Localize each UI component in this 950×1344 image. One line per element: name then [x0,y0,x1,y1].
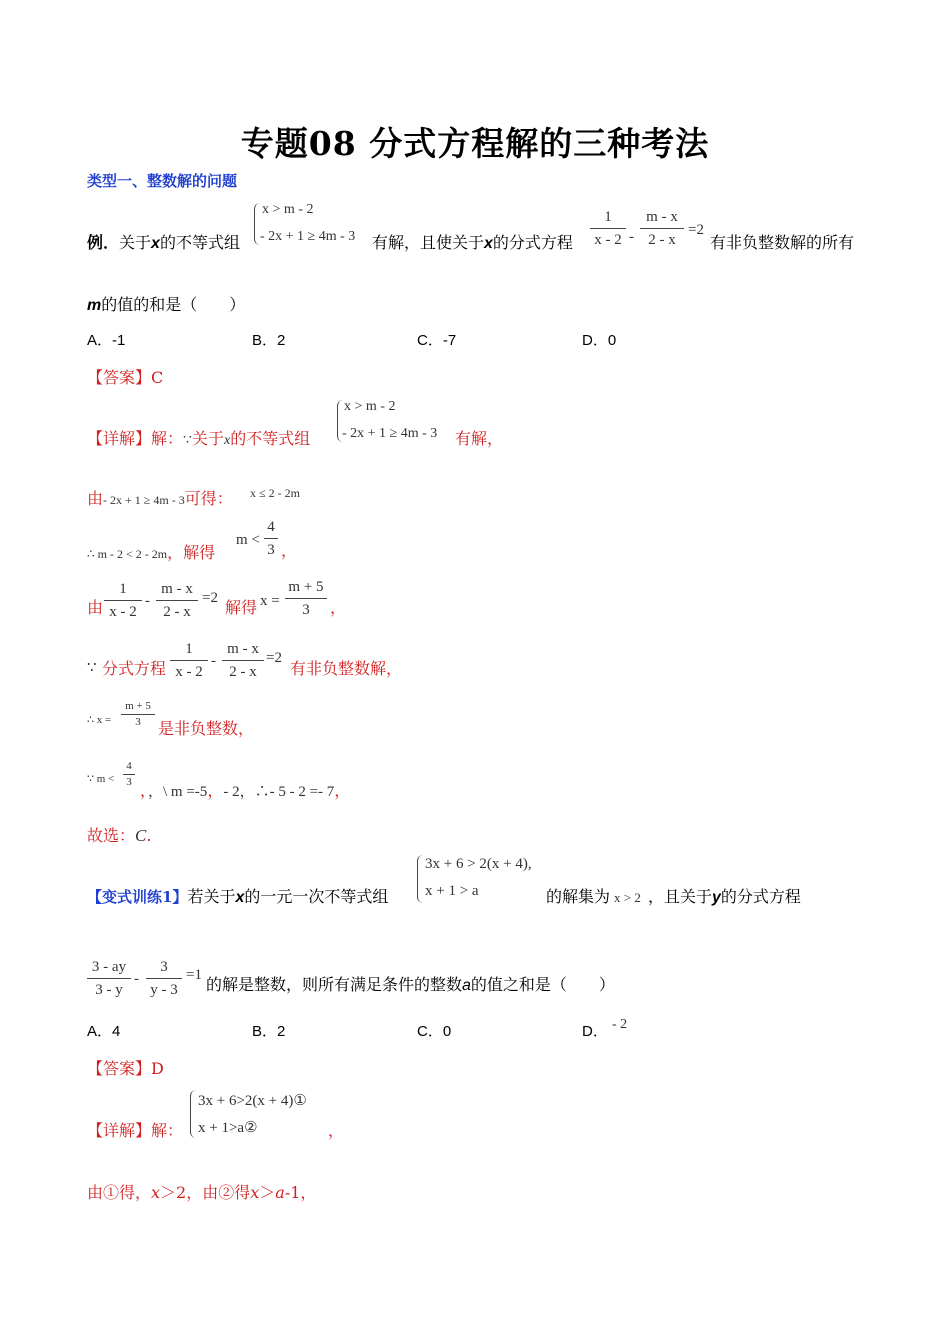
denominator: 3 - y [95,982,123,998]
system-line-2: - 2x + 1 ≥ 4m - 3 [260,229,356,244]
fraction-2 [640,208,684,249]
text: ， [281,541,298,560]
denominator: x - 2 [594,232,622,248]
numerator: m - x [227,641,259,657]
minus-sign: - [629,229,634,245]
denominator: 3 [126,776,132,788]
text: 解： [151,1121,184,1140]
option-c: C．-7 [417,332,457,349]
text: 的不等式组 [230,429,311,448]
system-line-2: x + 1 > a [425,883,479,899]
detail-line-2 [87,486,233,509]
text: 的解集为 [546,887,611,906]
system-line-2: - 2x + 1 ≥ 4m - 3 [342,426,438,441]
numerator: m - x [646,209,678,225]
option-a: A．4 [87,1023,121,1040]
because-symbol: ∵ [87,660,97,676]
var-x: x [223,433,231,448]
text: ，且关于 [648,887,713,906]
denominator: 3 [267,542,275,558]
example-line-2 [87,292,245,315]
example-line [87,230,240,253]
text: 的不等式组 [159,233,240,252]
because-symbol: ∵ [183,433,192,448]
system-line-1: 3x + 6 > 2(x + 4), [425,856,532,872]
numerator: 3 [160,959,168,975]
math: ∴ x = [87,714,112,726]
equals-1: =1 [186,967,202,983]
var-a: a [462,977,471,994]
text: 的解是整数，则所有满足条件的整数 [206,975,463,994]
detail2-line-2 [87,1180,316,1203]
text: 解： [151,429,184,448]
text: 的分式方程 [720,887,801,906]
text: ， [207,781,224,800]
text: ， [140,781,149,800]
math: ∵ m < [87,773,115,785]
option-b: B．2 [252,332,286,349]
fraction [123,760,135,789]
text: 有解， [455,429,504,448]
numerator: m + 5 [288,579,324,595]
numerator: 4 [126,760,132,772]
text: 是非负整数， [158,719,255,738]
text: ， [330,598,347,617]
system-line-1: x > m - 2 [262,202,314,217]
answer-1: 【答案】C [87,368,164,387]
text: 的值的和是（ ） [101,295,246,314]
minus-sign: - [211,653,216,669]
numerator: m + 5 [125,700,151,712]
page-title: 专题08 分式方程解的三种考法 [240,124,710,163]
denominator: x - 2 [109,604,137,620]
var-a: a [275,1183,285,1202]
equals-2: =2 [202,590,218,606]
variant-line-1-cont [648,884,801,907]
var-x: x [235,889,245,906]
text: -1， [284,1183,317,1202]
var-x: x [151,1183,161,1202]
var-x: x [484,235,493,252]
detail-label: 【详解】 [87,1121,152,1140]
var-y: y [712,889,721,906]
system-line-1: x > m - 2 [344,399,396,414]
fraction-2 [222,640,264,681]
text: ＞2，由②得 [160,1183,251,1202]
variant-line-1 [87,884,388,907]
text: 的值之和是（ ） [470,975,615,994]
math: x ≤ 2 - 2m [250,486,300,500]
variant-line-2 [206,972,615,995]
text: 由 [87,489,104,508]
minus-sign: - [134,971,139,987]
math: - 2 [223,784,240,800]
text: ，解得 [167,543,216,562]
text: 关于 [191,429,224,448]
var-m: m [87,297,102,314]
text: 分式方程 [102,659,167,678]
text: 若关于 [187,887,236,906]
detail-label: 【详解】 [87,429,152,448]
text: 由①得， [87,1183,152,1202]
fraction-1 [170,640,208,681]
numerator: 1 [119,581,127,597]
fraction-1 [87,958,131,999]
text: 有解，且使关于 [372,233,485,252]
fraction-1 [104,580,142,621]
text: . [146,826,152,845]
math: x = [260,593,280,609]
math: ，∴- 5 - 2 =- 7 [239,784,335,800]
text: 有非负整数解的所有 [710,233,855,252]
text: 故选： [87,826,136,845]
fraction-1 [590,208,626,249]
math: m < [236,532,260,548]
system-brace [417,855,424,903]
equals-2: =2 [688,222,704,238]
detail-line-1 [87,426,310,449]
denominator: x - 2 [175,664,203,680]
text: 可得： [184,489,233,508]
math: ∴ m - 2 < 2 - 2m [87,547,168,561]
detail-line-7 [140,778,350,801]
var-x: x [250,1183,260,1202]
denominator: 3 [302,602,310,618]
example-line-cont [372,230,573,253]
fraction [264,518,278,559]
section-heading: 类型一、整数解的问题 [87,172,238,190]
option-a: A．-1 [87,332,126,349]
text: 的分式方程 [492,233,573,252]
math: - 2x + 1 ≥ 4m - 3 [103,493,185,507]
math: x > 2 [614,890,641,905]
option-b: B．2 [252,1023,286,1040]
var-x: x [151,235,160,252]
system-brace [190,1090,197,1138]
math: ，\ m =-5 [148,784,208,800]
option-c: C．0 [417,1023,452,1040]
fraction-2 [156,580,198,621]
numerator: 1 [185,641,193,657]
text: 由 [87,598,104,617]
denominator: 3 [135,716,141,728]
detail-line-3 [87,540,215,563]
fraction [285,578,327,619]
text: ， [328,1121,345,1140]
variant-label: 【变式训练1】 [87,888,188,906]
fraction [121,700,155,729]
denominator: 2 - x [163,604,191,620]
answer-2: 【答案】D [87,1059,164,1078]
system-line-1: 3x + 6>2(x + 4)① [198,1093,307,1109]
detail-line-8 [87,823,151,846]
text: 关于 [119,233,152,252]
numerator: 3 - ay [91,959,127,975]
text: 有非负整数解， [290,659,403,678]
detail2-line-1 [87,1118,183,1141]
text: 解得 [225,598,258,617]
fraction-2 [146,958,182,999]
system-line-2: x + 1>a② [198,1120,258,1136]
numerator: 1 [604,209,612,225]
denominator: 2 - x [648,232,676,248]
numerator: 4 [267,519,275,535]
minus-sign: - [145,593,150,609]
text: ＞ [259,1183,276,1202]
text: 的一元一次不等式组 [244,887,389,906]
denominator: y - 3 [150,982,178,998]
text: ， [334,781,351,800]
equals-2: =2 [266,650,282,666]
option-d: D．0 [582,332,617,349]
math: C [135,826,147,845]
example-label: 例． [87,233,120,252]
numerator: m - x [161,581,193,597]
option-d: D． [582,1023,608,1040]
option-d-value: - 2 [612,1017,628,1032]
denominator: 2 - x [229,664,257,680]
